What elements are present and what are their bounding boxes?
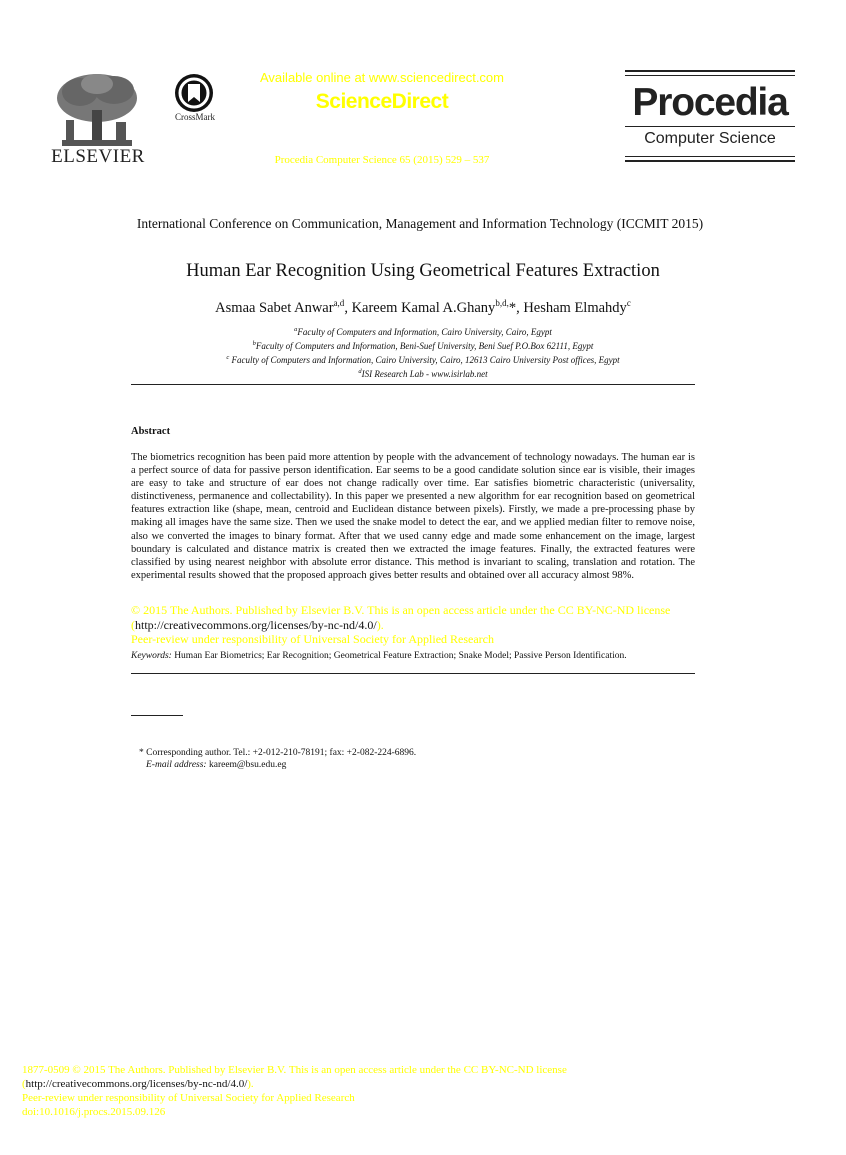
affiliation-mark: c xyxy=(226,354,230,361)
license-block xyxy=(131,603,731,647)
crossmark-icon[interactable] xyxy=(175,74,213,112)
corresponding-author-mark: * xyxy=(508,299,517,316)
sciencedirect-logo: ScienceDirect xyxy=(315,90,449,113)
license-line: © 2015 The Authors. Published by Elsevier B.V. This is an open access article under the CC BY-NC-ND license xyxy=(131,603,671,617)
procedia-rule xyxy=(625,126,795,127)
procedia-rule xyxy=(625,75,795,76)
footer-link-close: ). xyxy=(247,1078,254,1090)
author-name: Kareem Kamal A.Ghany xyxy=(351,299,496,316)
author-separator: , xyxy=(516,299,524,316)
elsevier-wordmark: ELSEVIER xyxy=(51,146,145,167)
doi[interactable]: doi:10.1016/j.procs.2015.09.126 xyxy=(22,1106,166,1118)
footer-license-link[interactable]: http://creativecommons.org/licenses/by-nc-nd/4.0/ xyxy=(25,1078,248,1090)
license-link-open: ( xyxy=(131,617,135,632)
procedia-logo-title: Procedia xyxy=(632,81,788,124)
footnote-rule xyxy=(131,715,183,716)
license-link[interactable]: http://creativecommons.org/licenses/by-nc-nd/4.0/ xyxy=(135,617,377,632)
author-list xyxy=(80,298,766,317)
author-affiliation-mark: b,d, xyxy=(495,298,509,308)
procedia-rule xyxy=(625,156,795,157)
peer-review-line: Peer-review under responsibility of Universal Society for Applied Research xyxy=(131,632,494,646)
author-name: Asmaa Sabet Anwar xyxy=(215,299,334,316)
journal-reference: Procedia Computer Science 65 (2015) 529 – 537 xyxy=(274,154,490,166)
license-link-line xyxy=(131,618,731,633)
author-separator: , xyxy=(344,299,352,316)
crossmark-label: CrossMark xyxy=(175,112,215,122)
conference-name: International Conference on Communication, Management and Information Technology (ICCMIT 2015) xyxy=(136,216,704,231)
section-rule-top xyxy=(131,384,695,385)
procedia-logo-subtitle: Computer Science xyxy=(644,130,776,147)
issn-line: 1877-0509 © 2015 The Authors. Published by Elsevier B.V. This is an open access article under the CC BY-NC-ND license xyxy=(22,1064,567,1076)
keywords-list: Human Ear Biometrics; Ear Recognition; Geometrical Feature Extraction; Snake Model; Passive Person Identification. xyxy=(171,651,627,661)
email-label: E-mail address: xyxy=(146,760,207,770)
procedia-rule xyxy=(625,70,795,72)
affiliation-line xyxy=(80,352,766,366)
affiliation-text: Faculty of Computers and Information, Cairo University, Cairo, Egypt xyxy=(297,327,552,337)
email-address[interactable]: kareem@bsu.edu.eg xyxy=(206,760,287,770)
license-link-close: ). xyxy=(376,617,384,632)
abstract-heading: Abstract xyxy=(131,426,171,437)
affiliation-mark: a xyxy=(294,326,298,333)
affiliation-list xyxy=(80,324,766,380)
affiliation-mark: b xyxy=(252,340,256,347)
procedia-rule xyxy=(625,160,795,162)
email-line xyxy=(139,759,699,771)
keywords xyxy=(131,651,695,661)
elsevier-tree-logo-icon xyxy=(52,70,142,150)
author-affiliation-mark: c xyxy=(626,298,631,308)
affiliation-line xyxy=(80,338,766,352)
affiliation-text: Faculty of Computers and Information, Beni-Suef University, Beni Suef P.O.Box 62111, Egypt xyxy=(255,341,594,351)
author-name: Hesham Elmahdy xyxy=(523,299,627,316)
paper-title: Human Ear Recognition Using Geometrical Features Extraction xyxy=(186,261,660,281)
page-footer xyxy=(22,1063,722,1119)
footer-link-line xyxy=(22,1077,722,1091)
corresponding-author-note: * Corresponding author. Tel.: +2-012-210-78191; fax: +2-082-224-6896. xyxy=(139,748,417,758)
affiliation-line xyxy=(80,324,766,338)
affiliation-text: Faculty of Computers and Information, Cairo University, Cairo, 12613 Cairo University Post offices, Egypt xyxy=(229,355,620,365)
author-affiliation-mark: a,d xyxy=(333,298,345,308)
affiliation-text: ISI Research Lab - www.isirlab.net xyxy=(361,369,488,379)
footnote xyxy=(139,747,699,771)
affiliation-line xyxy=(80,366,766,380)
footer-link-open: ( xyxy=(22,1078,26,1090)
abstract-body: The biometrics recognition has been paid more attention by people with the advancement of technology nowadays. The human ear is a perfect source of data for passive person identification. Ear seems to be a good candidate solution since ear is visible, their images are easy to take and structure of ear does not change radically over time. Ear satisfies biometric characteristic (universality, distinctiveness, permanence and collectability). In this paper we presented a new algorithm for ear recognition based on geometrical features extraction like (shape, mean, centroid and Euclidean distance between pixels). Firstly, we made a pre-processing phase by making all images have the same size. Then we used the snake model to detect the ear, and we applied median filter to remove noise, also we converted the images to binary format. After that we used canny edge and made some enhancement on the image, largest boundary is calculated and distance matrix is created then we extracted the image features. Finally, the extracted features were classified by using nearest neighbor with absolute error distance. This method is invariant to scaling, translation and rotation. The experimental results showed that the proposed approach gives better results and obtained over all accuracy almost 98%. xyxy=(131,452,695,581)
available-online-text: Available online at www.sciencedirect.com xyxy=(260,70,504,85)
keywords-label: Keywords: xyxy=(131,651,172,661)
footer-peer-review: Peer-review under responsibility of Universal Society for Applied Research xyxy=(22,1092,355,1104)
affiliation-mark: d xyxy=(358,368,362,375)
section-rule-bottom xyxy=(131,673,695,674)
